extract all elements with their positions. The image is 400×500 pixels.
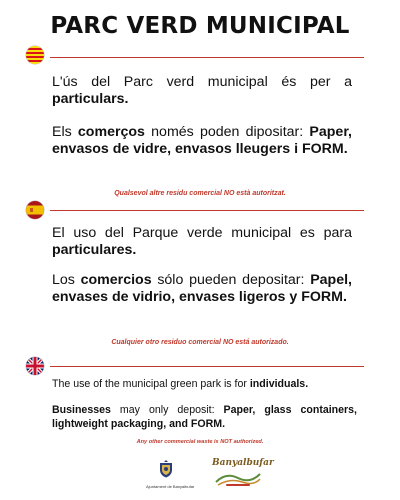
catalan-paragraph-1: L'ús del Parc verd municipal és per a particulars. — [52, 74, 352, 108]
section-divider — [50, 366, 364, 367]
catalan-note: Qualsevol altre residu comercial NO està autoritzat. — [114, 190, 286, 197]
coat-of-arms-icon — [159, 460, 173, 478]
uk-flag-icon — [26, 357, 44, 375]
section-divider — [50, 210, 364, 211]
spanish-note: Cualquier otro residuo comercial NO está autorizado. — [111, 339, 289, 346]
footer-logos — [0, 458, 400, 498]
banyalbufar-logo-text: Banyalbufar — [212, 458, 274, 468]
ajuntament-label: Ajuntament de Banyalbufar — [146, 484, 195, 489]
page-title: PARC VERD MUNICIPAL — [50, 13, 350, 39]
ajuntament-logo — [146, 460, 195, 489]
catalan-paragraph-2: Els comerços només poden dipositar: Paper, envasos de vidre, envasos lleugers i FORM. — [52, 124, 352, 158]
banyalbufar-logo — [212, 458, 274, 493]
english-paragraph-2: Businesses may only deposit: Paper, glass containers, lightweight packaging, and FORM. — [52, 404, 358, 430]
section-divider — [50, 57, 364, 58]
spanish-paragraph-2: Los comercios sólo pueden depositar: Papel, envases de vidrio, envases ligeros y FORM. — [52, 272, 352, 306]
spanish-paragraph-1: El uso del Parque verde municipal es para particulares. — [52, 225, 352, 259]
catalonia-flag-icon — [26, 46, 44, 64]
english-paragraph-1: The use of the municipal green park is for individuals. — [52, 378, 309, 390]
spain-flag-icon — [26, 201, 44, 219]
english-note: Any other commercial waste is NOT authorized. — [136, 439, 264, 445]
